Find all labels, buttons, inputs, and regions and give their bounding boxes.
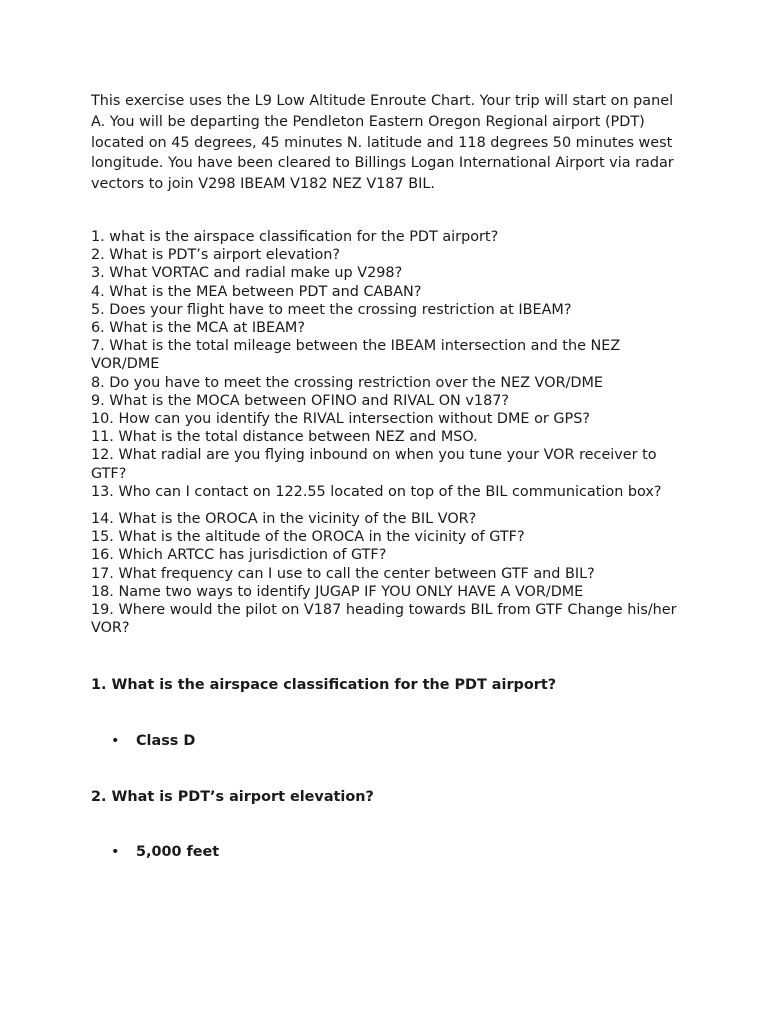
question-item: 14. What is the OROCA in the vicinity of the BIL VOR? bbox=[91, 511, 477, 528]
question-item: 19. Where would the pilot on V187 heading towards BIL from GTF Change his/her VOR? bbox=[91, 602, 677, 637]
bullet-icon: • bbox=[111, 733, 120, 750]
answers-section bbox=[91, 675, 691, 862]
question-item: 2. What is PDT’s airport elevation? bbox=[91, 247, 341, 264]
question-item: 6. What is the MCA at IBEAM? bbox=[91, 320, 305, 336]
answer-item bbox=[91, 731, 691, 751]
question-item: 5. Does your flight have to meet the crossing restriction at IBEAM? bbox=[91, 301, 572, 318]
question-list bbox=[91, 228, 691, 501]
question-item: 4. What is the MEA between PDT and CABAN? bbox=[91, 283, 422, 300]
question-item: 8. Do you have to meet the crossing restriction over the NEZ VOR/DME bbox=[91, 374, 604, 391]
answer-text: Class D bbox=[136, 733, 196, 750]
question-item: 10. How can you identify the RIVAL intersection without DME or GPS? bbox=[91, 411, 590, 428]
question-item: 12. What radial are you flying inbound on when you tune your VOR receiver to GTF? bbox=[91, 447, 657, 482]
question-item: 17. What frequency can I use to call the center between GTF and BIL? bbox=[91, 565, 595, 582]
question-item: 1. what is the airspace classification for the PDT airport? bbox=[91, 228, 499, 245]
question-item: 18. Name two ways to identify JUGAP IF YOU ONLY HAVE A VOR/DME bbox=[91, 583, 584, 600]
bullet-icon: • bbox=[111, 844, 120, 861]
question-item: 11. What is the total distance between NEZ and MSO. bbox=[91, 429, 478, 446]
question-item: 3. What VORTAC and radial make up V298? bbox=[91, 265, 403, 282]
answer-question-heading: 2. What is PDT’s airport elevation? bbox=[91, 789, 374, 806]
question-item: 13. Who can I contact on 122.55 located on top of the BIL communication box? bbox=[91, 483, 662, 500]
answer-item bbox=[91, 842, 691, 862]
document-page bbox=[91, 91, 691, 862]
question-item: 9. What is the MOCA between OFINO and RIVAL ON v187? bbox=[91, 392, 510, 409]
answer-question-heading: 1. What is the airspace classification for the PDT airport? bbox=[91, 677, 557, 694]
intro-paragraph: This exercise uses the L9 Low Altitude Enroute Chart. Your trip will start on panel A. You will be departing the Pendleton Eastern Oregon Regional airport (PDT) located on 45 degrees, 45 minutes N. latitude and 118 degrees 50 minutes west longitude. You have been cleared to Billings Logan International Airport via radar vectors to join V298 IBEAM V182 NEZ V187 BIL. bbox=[91, 93, 674, 193]
answer-list bbox=[91, 842, 691, 862]
question-item: 7. What is the total mileage between the IBEAM intersection and the NEZ VOR/DME bbox=[91, 338, 621, 373]
answer-text: 5,000 feet bbox=[136, 844, 220, 861]
question-list-continued bbox=[91, 510, 691, 637]
answer-list bbox=[91, 731, 691, 751]
question-item: 15. What is the altitude of the OROCA in the vicinity of GTF? bbox=[91, 529, 525, 546]
question-item: 16. Which ARTCC has jurisdiction of GTF? bbox=[91, 547, 387, 564]
